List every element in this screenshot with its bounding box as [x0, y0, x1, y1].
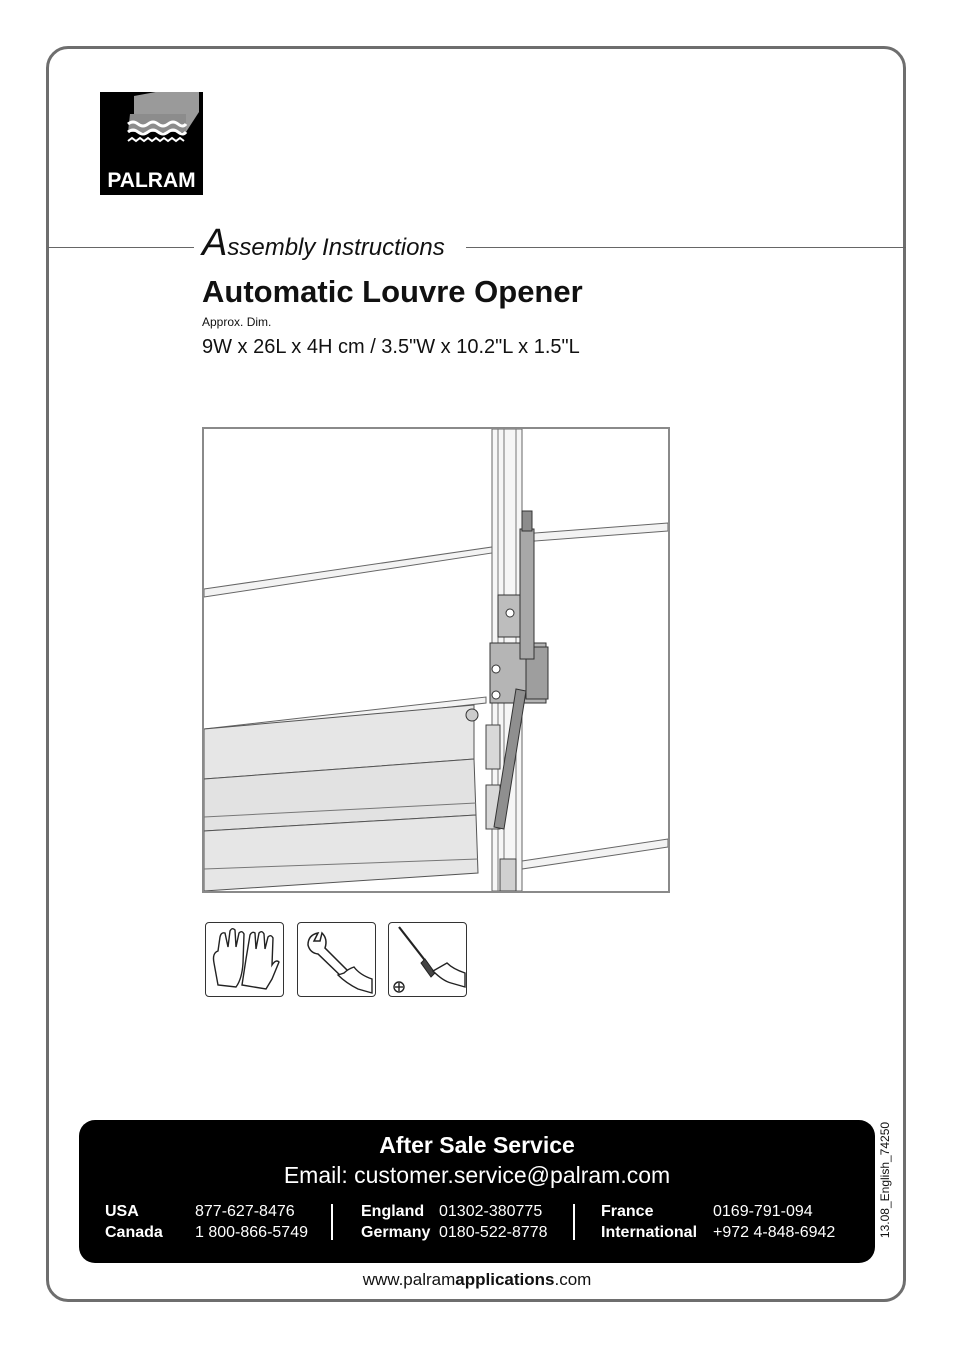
logo-text: PALRAM	[107, 169, 196, 192]
header-rule-right	[466, 247, 906, 248]
contact-phone-germany: 0180-522-8778	[439, 1224, 548, 1241]
assembly-heading: Assembly Instructions	[202, 222, 445, 264]
after-sale-service-panel	[79, 1120, 875, 1263]
header-rule-left	[48, 247, 194, 248]
approx-label: Approx. Dim.	[202, 315, 272, 329]
contact-separator	[331, 1204, 333, 1240]
contact-country-england: England	[361, 1203, 425, 1220]
contact-phone-france: 0169-791-094	[713, 1203, 813, 1220]
product-illustration	[202, 427, 670, 893]
service-title: After Sale Service	[379, 1132, 575, 1158]
contact-country-france: France	[601, 1203, 654, 1220]
document-code: 13.08_English_74250	[878, 1121, 892, 1239]
palram-logo	[100, 92, 203, 195]
contact-separator	[573, 1204, 575, 1240]
contact-country-international: International	[601, 1224, 698, 1241]
website-link[interactable]: www.palramapplications.com	[362, 1270, 592, 1289]
wrench-icon	[297, 922, 376, 997]
contact-country-usa: USA	[105, 1203, 139, 1220]
contact-phone-england: 01302-380775	[439, 1203, 543, 1220]
contact-country-germany: Germany	[361, 1224, 431, 1241]
dimensions: 9W x 26L x 4H cm / 3.5"W x 10.2"L x 1.5"L	[202, 336, 580, 358]
product-title: Automatic Louvre Opener	[202, 274, 583, 309]
contact-country-canada: Canada	[105, 1224, 163, 1241]
contact-phone-usa: 877-627-8476	[195, 1203, 295, 1220]
contact-phone-international: +972 4-848-6942	[713, 1224, 836, 1241]
service-email[interactable]: Email: customer.service@palram.com	[283, 1162, 671, 1188]
gloves-icon	[205, 922, 284, 997]
contact-phone-canada: 1 800-866-5749	[195, 1224, 308, 1241]
screwdriver-icon	[388, 922, 467, 997]
